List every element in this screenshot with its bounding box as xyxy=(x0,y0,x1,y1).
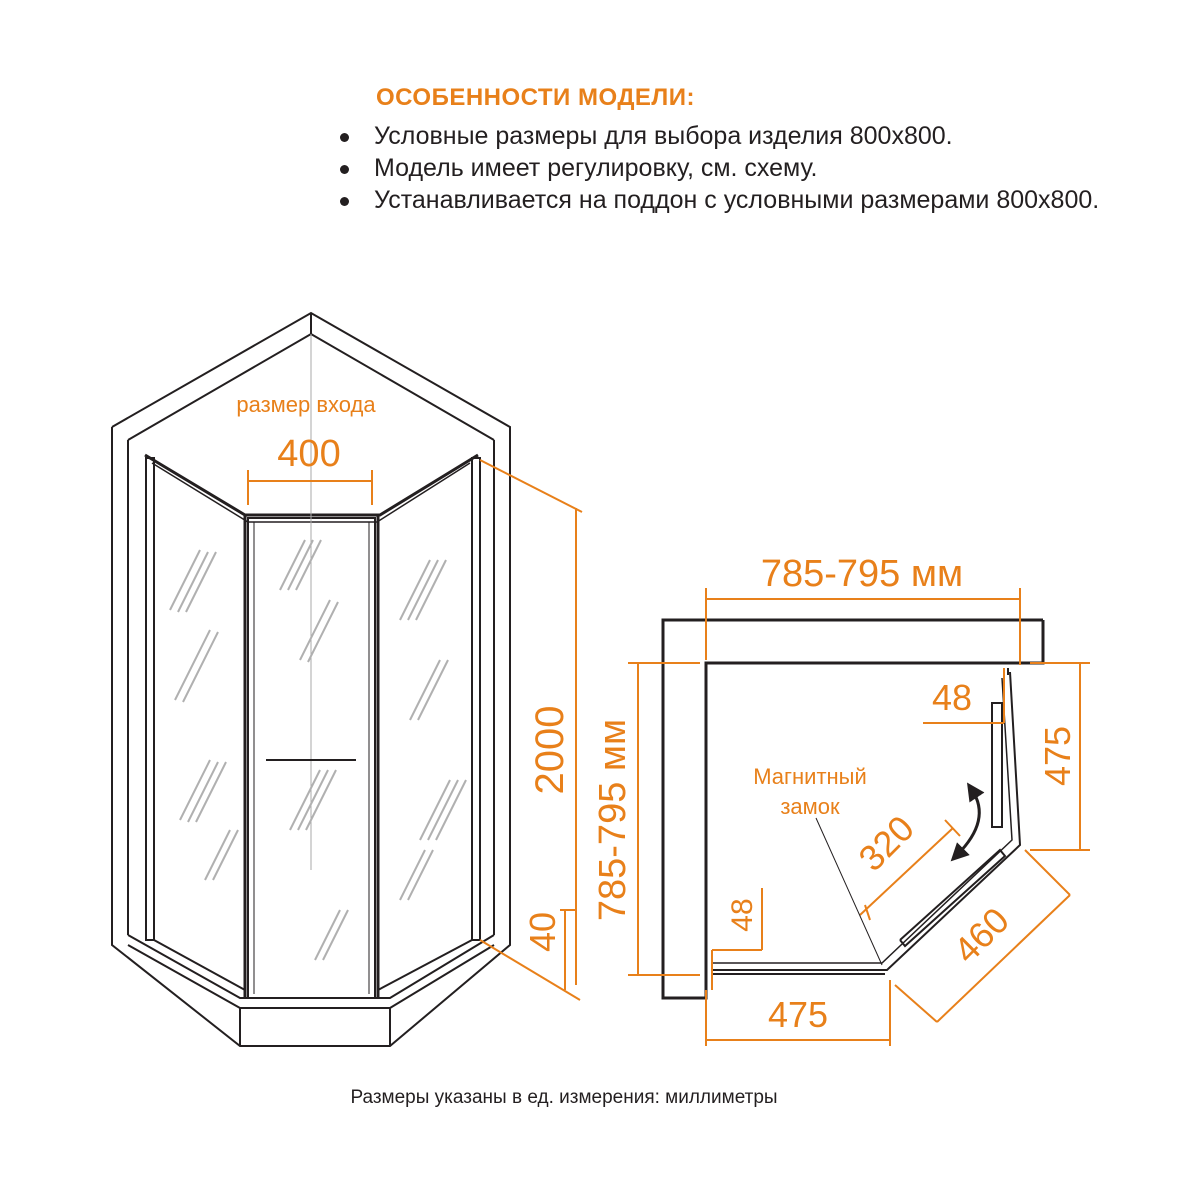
feature-text: Устанавливается на поддон с условными размерами 800х800. xyxy=(374,186,1100,214)
magnet-label-line1: Магнитный xyxy=(753,764,867,789)
entry-width-value: 400 xyxy=(277,433,341,475)
feature-text: Условные размеры для выбора изделия 800х800. xyxy=(374,122,953,150)
tray-height-value: 40 xyxy=(522,911,563,953)
right-panel xyxy=(472,458,480,940)
height-value: 2000 xyxy=(528,705,572,795)
door-width-value: 320 xyxy=(850,807,922,879)
units-note: Размеры указаны в ед. измерения: миллиметры xyxy=(350,1087,778,1108)
magnet-label-line2: замок xyxy=(780,794,840,819)
side-right-value: 475 xyxy=(1037,725,1078,787)
plan-width-value: 785-795 мм xyxy=(760,553,964,595)
entry-size-label: размер входа xyxy=(236,392,376,417)
glass-reflections xyxy=(170,540,466,960)
side-bottom-value: 475 xyxy=(767,994,829,1035)
features-title: ОСОБЕННОСТИ МОДЕЛИ: xyxy=(376,84,696,111)
plan-depth-value: 785-795 мм xyxy=(592,718,634,922)
diagonal-value: 460 xyxy=(945,899,1017,971)
tray-top xyxy=(128,935,494,998)
plan-dimensions xyxy=(628,588,1090,1046)
profile-left-value: 48 xyxy=(726,898,759,932)
feature-text: Модель имеет регулировку, см. схему. xyxy=(374,154,818,182)
profile-top-value: 48 xyxy=(931,677,973,718)
left-panel xyxy=(146,458,154,940)
door-swing-icon xyxy=(957,790,979,855)
front-view-drawing xyxy=(112,313,510,1046)
